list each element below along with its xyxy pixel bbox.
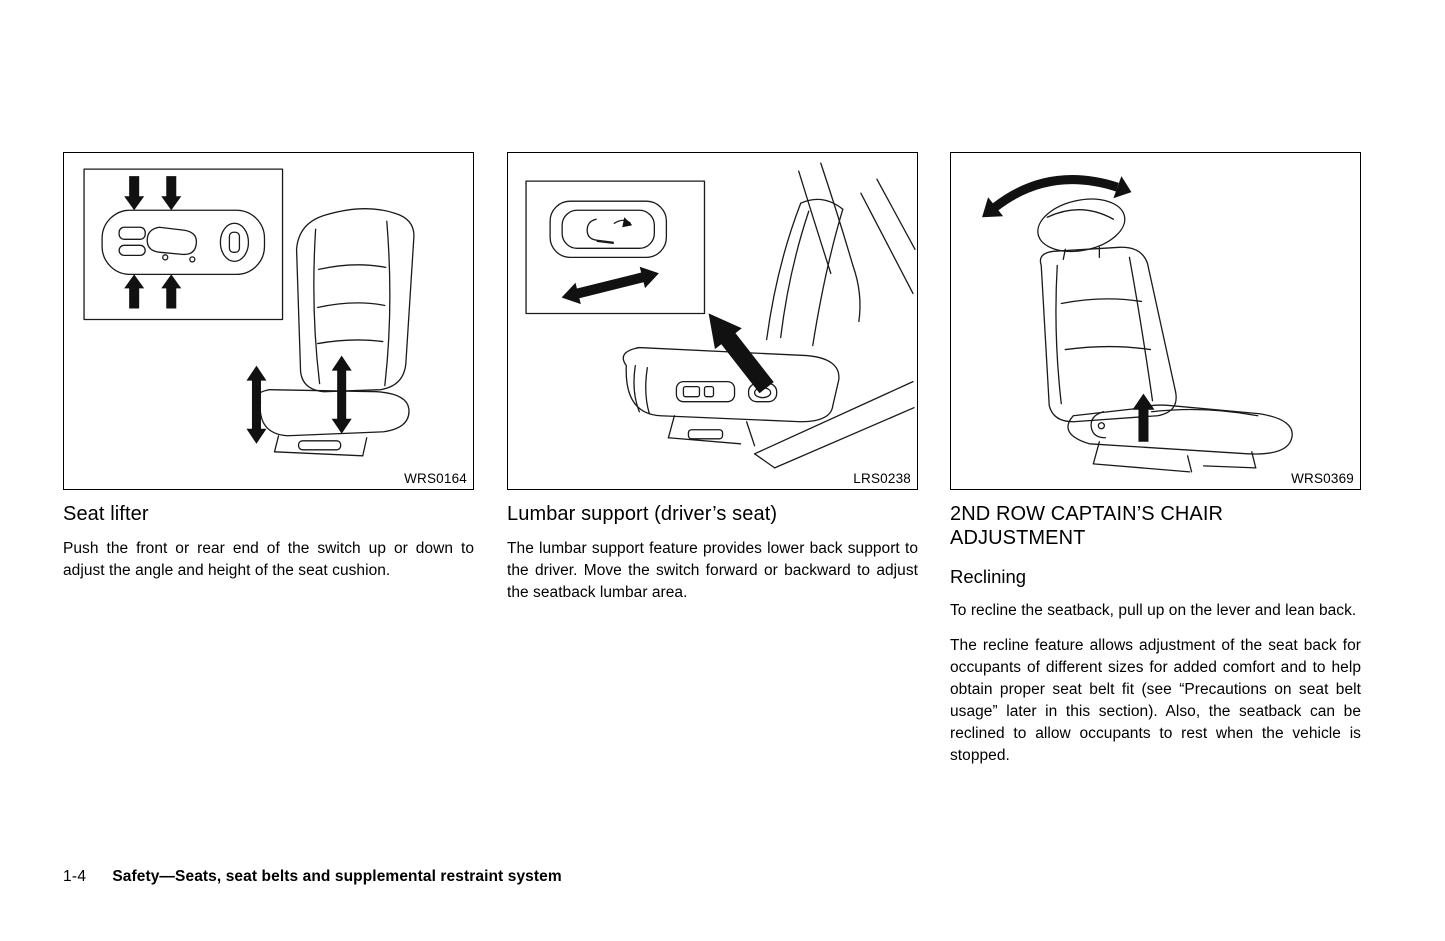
recline-arc-icon: [995, 180, 1117, 208]
heading-seat-lifter: Seat lifter: [63, 503, 149, 525]
captains-chair-illustration: [951, 153, 1360, 489]
heading-captains-chair-adjustment: 2ND ROW CAPTAIN’S CHAIR ADJUSTMENT: [950, 503, 1224, 550]
body-paragraph: To recline the seatback, pull up on the lever and lean back.: [950, 601, 1357, 619]
recline-arrows-icon: [982, 176, 1154, 442]
figure-seat-lifter: [63, 152, 474, 490]
double-arrow-vertical-icon: [246, 366, 266, 444]
figure-captains-chair: [950, 152, 1361, 490]
body-paragraph: Push the front or rear end of the switch up or down to adjust the angle and height of the seat cushion.: [63, 540, 474, 580]
section-captains-chair: [950, 152, 1361, 767]
figure-code-label: WRS0369: [1291, 471, 1354, 486]
heading-reclining: Reclining: [950, 565, 1027, 587]
footer-section-title: Safety—Seats, seat belts and supplemental restraint system: [112, 868, 562, 885]
body-paragraph: The lumbar support feature provides lower back support to the driver. Move the switch forward or backward to adjust the seatback lumbar area.: [507, 540, 918, 602]
heading-lumbar-support: Lumbar support (driver’s seat): [507, 503, 778, 525]
page-footer: [63, 868, 562, 886]
lumbar-support-illustration: [508, 153, 917, 489]
figure-code-label: LRS0238: [853, 471, 911, 486]
seat-lift-arrows-icon: [246, 356, 351, 444]
seat-lifter-illustration: [64, 153, 473, 489]
section-seat-lifter: [63, 152, 474, 582]
section-lumbar-support: [507, 152, 918, 604]
figure-code-label: WRS0164: [404, 471, 467, 486]
body-paragraph: The recline feature allows adjustment of the seat back for occupants of different sizes for added comfort and to help obtain proper seat belt fit (see “Precautions on seat belt usage” later in this section). Also, the seatback can be reclined to allow occupants to rest when the vehicle is stopped.: [950, 636, 1361, 764]
page-number: 1-4: [63, 868, 87, 885]
figure-lumbar-support: [507, 152, 918, 490]
double-arrow-vertical-icon: [332, 356, 352, 434]
